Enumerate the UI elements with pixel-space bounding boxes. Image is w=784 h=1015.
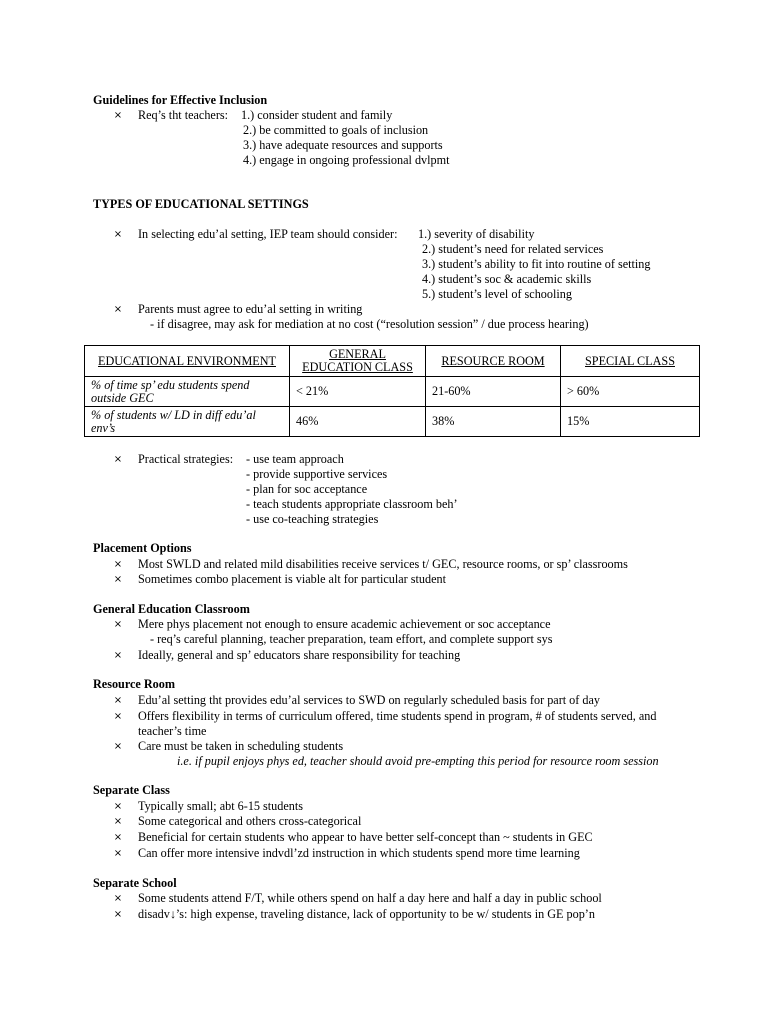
- separate-school-heading: Separate School: [93, 876, 177, 890]
- table-row-label: % of students w/ LD in diff edu’al env’s: [85, 407, 290, 437]
- bullet-icon: ×: [113, 574, 123, 585]
- guidelines-item-2: 2.) be committed to goals of inclusion: [243, 123, 429, 137]
- resource-item-3: Care must be taken in scheduling students: [138, 739, 344, 753]
- bullet-icon: ×: [113, 893, 123, 904]
- types-item-3: 3.) student’s ability to fit into routine of setting: [422, 257, 651, 271]
- gec-item-1-sub: - req’s careful planning, teacher preparation, team effort, and complete support sys: [150, 632, 553, 646]
- parents-agree: Parents must agree to edu’al setting in writing: [138, 302, 363, 316]
- practical-item-3: - plan for soc acceptance: [246, 482, 368, 496]
- gec-item-2: Ideally, general and sp’ educators share responsibility for teaching: [138, 648, 461, 662]
- table-header: GENERAL EDUCATION CLASS: [290, 346, 426, 377]
- bullet-icon: ×: [113, 801, 123, 812]
- table-header: RESOURCE ROOM: [426, 346, 561, 377]
- bullet-icon: ×: [113, 650, 123, 661]
- table-header: EDUCATIONAL ENVIRONMENT: [85, 346, 290, 377]
- resource-item-2: Offers flexibility in terms of curriculum offered, time students spend in program, # of students served, and: [138, 709, 657, 723]
- bullet-icon: ×: [113, 832, 123, 843]
- practical-item-1: - use team approach: [246, 452, 344, 466]
- practical-item-4: - teach students appropriate classroom beh’: [246, 497, 458, 511]
- bullet-icon: ×: [113, 816, 123, 827]
- bullet-icon: ×: [113, 619, 123, 630]
- gec-item-1: Mere phys placement not enough to ensure academic achievement or soc acceptance: [138, 617, 551, 631]
- table-cell: 15%: [561, 407, 700, 437]
- placement-item-2: Sometimes combo placement is viable alt for particular student: [138, 572, 446, 586]
- guidelines-item-3: 3.) have adequate resources and supports: [243, 138, 443, 152]
- guidelines-heading: Guidelines for Effective Inclusion: [93, 93, 268, 107]
- separate-class-item-3: Beneficial for certain students who appear to have better self-concept than ~ students in GEC: [138, 830, 593, 844]
- separate-class-heading: Separate Class: [93, 783, 170, 797]
- table-cell: 46%: [290, 407, 426, 437]
- table-row: [85, 407, 700, 437]
- separate-class-item-4: Can offer more intensive indvdl’zd instruction in which students spend more time learning: [138, 846, 580, 860]
- table-header: SPECIAL CLASS: [561, 346, 700, 377]
- bullet-icon: ×: [113, 454, 123, 465]
- bullet-icon: ×: [113, 711, 123, 722]
- placement-heading: Placement Options: [93, 541, 192, 555]
- table-cell: 38%: [426, 407, 561, 437]
- guidelines-item-1: 1.) consider student and family: [241, 108, 393, 122]
- resource-item-1: Edu’al setting tht provides edu’al services to SWD on regularly scheduled basis for part of day: [138, 693, 600, 707]
- resource-item-2-cont: teacher’s time: [138, 724, 207, 738]
- gec-heading: General Education Classroom: [93, 602, 250, 616]
- bullet-icon: ×: [113, 304, 123, 315]
- table-cell: 21-60%: [426, 377, 561, 407]
- table-row: [85, 377, 700, 407]
- practical-item-2: - provide supportive services: [246, 467, 388, 481]
- bullet-icon: ×: [113, 229, 123, 240]
- bullet-icon: ×: [113, 909, 123, 920]
- practical-lead: Practical strategies:: [138, 452, 234, 466]
- types-lead: In selecting edu’al setting, IEP team should consider:: [138, 227, 398, 241]
- table-cell: > 60%: [561, 377, 700, 407]
- bullet-icon: ×: [113, 848, 123, 859]
- types-heading: TYPES OF EDUCATIONAL SETTINGS: [93, 197, 309, 211]
- types-item-2: 2.) student’s need for related services: [422, 242, 604, 256]
- guidelines-item-4: 4.) engage in ongoing professional dvlpmt: [243, 153, 450, 167]
- table-header-row: [85, 346, 700, 377]
- resource-heading: Resource Room: [93, 677, 176, 691]
- resource-item-3-example: i.e. if pupil enjoys phys ed, teacher should avoid pre-empting this period for resource room session: [177, 754, 659, 768]
- separate-class-item-2: Some categorical and others cross-categorical: [138, 814, 362, 828]
- table-row-label: % of time sp’ edu students spend outside GEC: [85, 377, 290, 407]
- parents-disagree: - if disagree, may ask for mediation at no cost (“resolution session” / due process hearing): [150, 317, 589, 331]
- separate-school-item-1: Some students attend F/T, while others spend on half a day here and half a day in public school: [138, 891, 602, 905]
- educational-environment-table: [84, 345, 700, 437]
- types-item-1: 1.) severity of disability: [418, 227, 535, 241]
- guidelines-lead: Req’s tht teachers:: [138, 108, 229, 122]
- separate-class-item-1: Typically small; abt 6-15 students: [138, 799, 304, 813]
- separate-school-item-2: disadv↓’s: high expense, traveling distance, lack of opportunity to be w/ students in GE pop’n: [138, 907, 595, 921]
- bullet-icon: ×: [113, 559, 123, 570]
- bullet-icon: ×: [113, 741, 123, 752]
- bullet-icon: ×: [113, 110, 123, 121]
- placement-item-1: Most SWLD and related mild disabilities receive services t/ GEC, resource rooms, or sp’ classrooms: [138, 557, 628, 571]
- types-item-4: 4.) student’s soc & academic skills: [422, 272, 592, 286]
- types-item-5: 5.) student’s level of schooling: [422, 287, 572, 301]
- bullet-icon: ×: [113, 695, 123, 706]
- table-cell: < 21%: [290, 377, 426, 407]
- practical-item-5: - use co-teaching strategies: [246, 512, 379, 526]
